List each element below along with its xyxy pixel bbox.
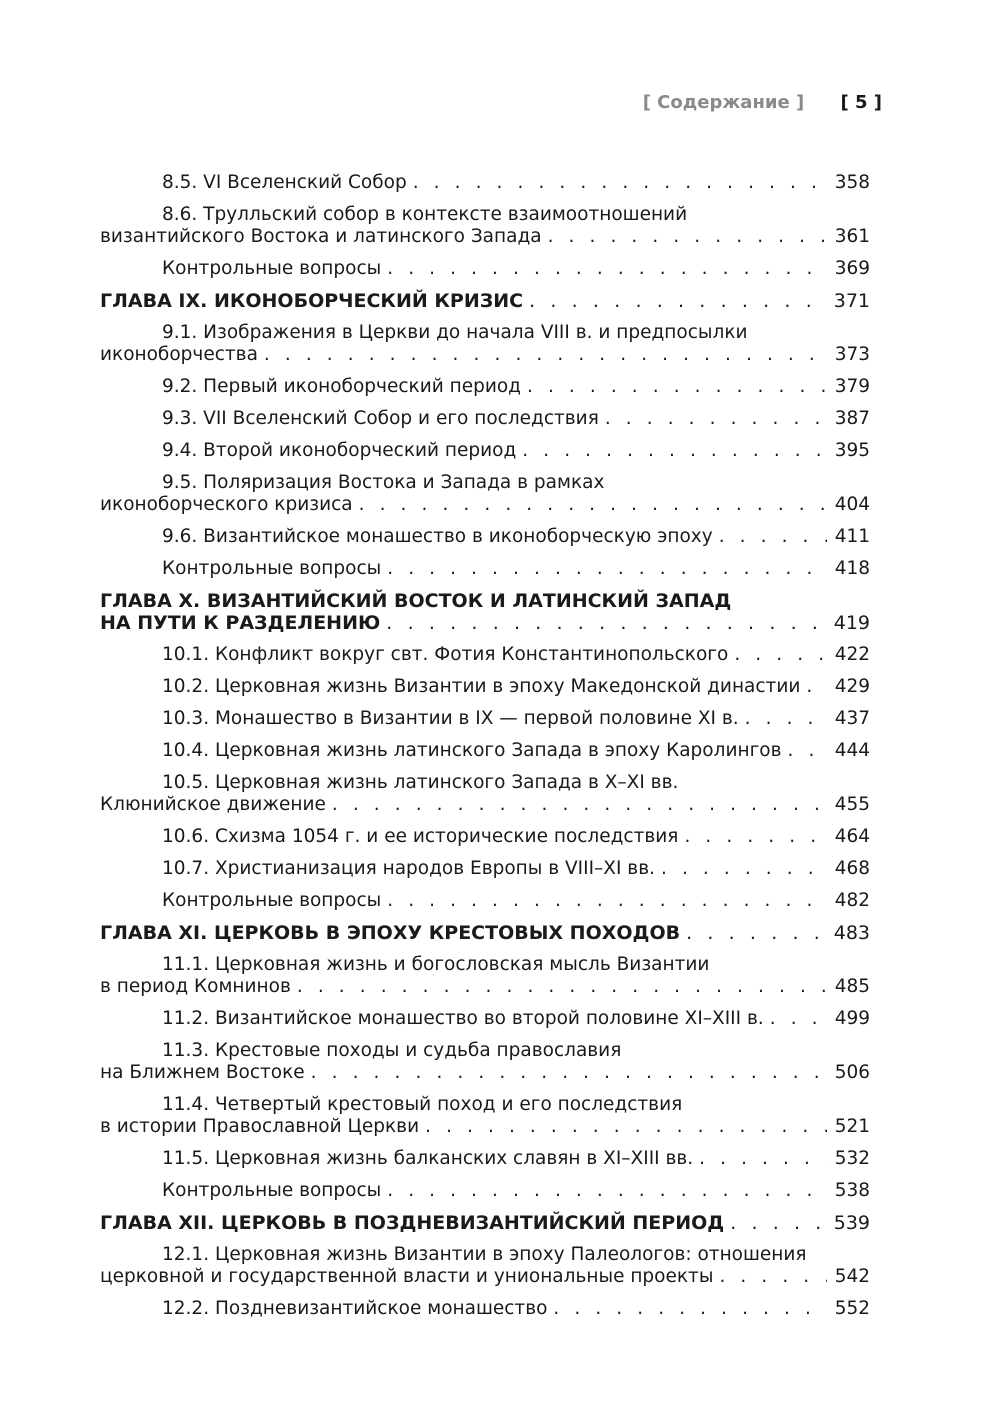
toc-entry-title-line: ГЛАВА IX. ИКОНОБОРЧЕСКИЙ КРИЗИС (100, 290, 524, 312)
toc-section-entry (100, 1180, 870, 1202)
dot-leader (734, 644, 826, 666)
toc-page-number: 373 (834, 344, 870, 365)
toc-entry-line (100, 290, 870, 312)
toc-page-number: 499 (834, 1008, 870, 1029)
toc-entry-line (100, 1062, 870, 1084)
toc-page-number: 379 (834, 376, 870, 397)
toc-page-number: 422 (834, 644, 870, 665)
toc-entry-line (100, 1008, 870, 1030)
dot-leader (387, 258, 826, 280)
toc-section-entry (100, 558, 870, 580)
dot-leader (359, 494, 827, 516)
toc-entry-line (100, 1212, 870, 1234)
toc-chapter-entry (100, 590, 870, 634)
toc-entry-line (100, 794, 870, 816)
toc-entry-line (100, 676, 870, 698)
toc-entry-title-line: 11.2. Византийское монашество во второй половине XI–XIII в. (162, 1008, 764, 1029)
toc-section-entry (100, 644, 870, 666)
toc-page-number: 542 (834, 1266, 870, 1287)
toc-section-entry (100, 954, 870, 998)
toc-entry-title-line: 9.2. Первый иконоборческий период (162, 376, 521, 397)
toc-page-number: 395 (834, 440, 870, 461)
toc-section-entry (100, 322, 870, 366)
toc-entry-title-line: 8.6. Трулльский собор в контексте взаимоотношений (162, 204, 688, 225)
dot-leader (699, 1148, 827, 1170)
dot-leader (332, 794, 827, 816)
toc-page-number: 418 (834, 558, 870, 579)
toc-page-number: 552 (834, 1298, 870, 1319)
toc-entry-title-line: 10.3. Монашество в Византии в IX — первой половине XI в. (162, 708, 739, 729)
toc-page-number: 361 (834, 226, 870, 247)
toc-section-entry (100, 172, 870, 194)
toc-entry-title-line: 11.4. Четвертый крестовый поход и его последствия (162, 1094, 683, 1115)
toc-entry-title-line: 12.2. Поздневизантийское монашество (162, 1298, 548, 1319)
toc-entry-title-line: 9.6. Византийское монашество в иконоборческую эпоху (162, 526, 713, 547)
dot-leader (719, 526, 827, 548)
toc-section-entry (100, 858, 870, 880)
toc-entry-line (100, 558, 870, 580)
toc-entry-title-line: 10.4. Церковная жизнь латинского Запада в эпоху Каролингов (162, 740, 782, 761)
toc-section-entry (100, 708, 870, 730)
toc-entry-title-line: 9.1. Изображения в Церкви до начала VIII в. и предпосылки (162, 322, 748, 343)
toc-page-number: 437 (834, 708, 870, 729)
toc-entry-title-line: Контрольные вопросы (162, 1180, 382, 1201)
toc-section-entry (100, 258, 870, 280)
toc-entry-title-line: 9.4. Второй иконоборческий период (162, 440, 517, 461)
toc-section-entry (100, 740, 870, 762)
toc-entry-title-line: церковной и государственной власти и униональные проекты (100, 1266, 714, 1287)
toc-entry-title-line: ГЛАВА X. ВИЗАНТИЙСКИЙ ВОСТОК И ЛАТИНСКИЙ ЗАПАД (100, 590, 732, 612)
toc-page-number: 411 (834, 526, 870, 547)
dot-leader (527, 376, 827, 398)
toc-section-entry (100, 1008, 870, 1030)
dot-leader (264, 344, 827, 366)
toc-section-entry (100, 440, 870, 462)
toc-page-number: 521 (834, 1116, 870, 1137)
toc-page-number: 419 (833, 612, 870, 634)
dot-leader (386, 612, 825, 634)
toc-entry-title-line: в период Комнинов (100, 976, 291, 997)
dot-leader (684, 826, 826, 848)
toc-section-entry (100, 826, 870, 848)
dot-leader (605, 408, 827, 430)
toc-page-number: 485 (834, 976, 870, 997)
toc-section-entry (100, 772, 870, 816)
toc-page-number: 371 (833, 290, 870, 312)
toc-entry-title-line: византийского Востока и латинского Запада (100, 226, 542, 247)
dot-leader (661, 858, 827, 880)
dot-leader (719, 1266, 826, 1288)
toc-entry-title-line: ГЛАВА XII. ЦЕРКОВЬ В ПОЗДНЕВИЗАНТИЙСКИЙ ПЕРИОД (100, 1212, 725, 1234)
toc-section-entry (100, 408, 870, 430)
toc-section-entry (100, 1040, 870, 1084)
toc-chapter-entry (100, 922, 870, 944)
toc-page-number: 444 (834, 740, 870, 761)
toc-entry-line (100, 1148, 870, 1170)
toc-entry-line (100, 494, 870, 516)
toc-page-number: 539 (833, 1212, 870, 1234)
toc-page-number: 369 (834, 258, 870, 279)
dot-leader (806, 676, 826, 698)
toc-entry-title-line: 10.6. Схизма 1054 г. и ее исторические последствия (162, 826, 679, 847)
toc-entry-title-line: Клюнийское движение (100, 794, 326, 815)
toc-chapter-entry (100, 290, 870, 312)
toc-page-number: 429 (834, 676, 870, 697)
toc-section-entry (100, 204, 870, 248)
toc-chapter-entry (100, 1212, 870, 1234)
toc-page-number: 358 (834, 172, 870, 193)
toc-page-number: 483 (833, 922, 870, 944)
running-header-section: [ Содержание ] (642, 92, 805, 113)
toc-entry-line (100, 408, 870, 430)
toc-entry-line (100, 740, 870, 762)
toc-entry-line (100, 1116, 870, 1138)
toc-entry-line (100, 1180, 870, 1202)
toc-page-number: 455 (834, 794, 870, 815)
toc-entry-line (100, 708, 870, 730)
toc-entry-title-line: 10.2. Церковная жизнь Византии в эпоху Македонской династии (162, 676, 801, 697)
toc-entry-title-line: Контрольные вопросы (162, 890, 382, 911)
toc-section-entry (100, 1148, 870, 1170)
toc-page-number: 532 (834, 1148, 870, 1169)
toc-entry-title-line: 11.5. Церковная жизнь балканских славян в XI–XIII вв. (162, 1148, 694, 1169)
toc-entry-line (100, 344, 870, 366)
toc-entry-title-line: 12.1. Церковная жизнь Византии в эпоху Палеологов: отношения (162, 1244, 807, 1265)
dot-leader (730, 1212, 826, 1234)
toc-entry-line (100, 890, 870, 912)
dot-leader (522, 440, 826, 462)
toc-entry-title-line: Контрольные вопросы (162, 558, 382, 579)
dot-leader (387, 1180, 826, 1202)
toc-entry-title-line: 11.1. Церковная жизнь и богословская мысль Византии (162, 954, 710, 975)
dot-leader (548, 226, 827, 248)
toc-entry-title-line: Контрольные вопросы (162, 258, 382, 279)
toc-entry-title-line: на Ближнем Востоке (100, 1062, 305, 1083)
toc-entry-title-line: 10.1. Конфликт вокруг свт. Фотия Константинопольского (162, 644, 729, 665)
toc-entry-title-line: НА ПУТИ К РАЗДЕЛЕНИЮ (100, 612, 381, 634)
toc-entry-title-line: в истории Православной Церкви (100, 1116, 420, 1137)
toc-section-entry (100, 1298, 870, 1320)
toc-page-number: 464 (834, 826, 870, 847)
toc-section-entry (100, 376, 870, 398)
toc-page-number: 538 (834, 1180, 870, 1201)
toc-entry-line (100, 612, 870, 634)
toc-page-number: 506 (834, 1062, 870, 1083)
dot-leader (788, 740, 827, 762)
toc-entry-line (100, 376, 870, 398)
toc-section-entry (100, 1094, 870, 1138)
dot-leader (553, 1298, 826, 1320)
page-number-header: [ 5 ] (840, 92, 882, 113)
toc-section-entry (100, 676, 870, 698)
toc-section-entry (100, 472, 870, 516)
dot-leader (413, 172, 827, 194)
dot-leader (311, 1062, 827, 1084)
toc-entry-line (100, 172, 870, 194)
toc-entry-line (100, 1298, 870, 1320)
dot-leader (297, 976, 827, 998)
toc-page-number: 468 (834, 858, 870, 879)
toc-page-number: 387 (834, 408, 870, 429)
toc-entry-line (100, 976, 870, 998)
toc-page-number: 482 (834, 890, 870, 911)
toc-entry-line (100, 922, 870, 944)
toc-entry-title-line: 9.3. VII Вселенский Собор и его последствия (162, 408, 599, 429)
toc-entry-title-line: 9.5. Поляризация Востока и Запада в рамках (162, 472, 605, 493)
toc-entry-title-line: иконоборчества (100, 344, 258, 365)
toc-section-entry (100, 890, 870, 912)
toc-entry-line (100, 258, 870, 280)
toc-entry-line (100, 644, 870, 666)
dot-leader (387, 558, 826, 580)
dot-leader (770, 1008, 827, 1030)
toc-section-entry (100, 1244, 870, 1288)
dot-leader (387, 890, 826, 912)
toc-entry-line (100, 826, 870, 848)
toc-entry-line (100, 440, 870, 462)
toc-entry-line (100, 1266, 870, 1288)
toc-entry-title-line: ГЛАВА XI. ЦЕРКОВЬ В ЭПОХУ КРЕСТОВЫХ ПОХОДОВ (100, 922, 681, 944)
dot-leader (529, 290, 826, 312)
toc-page-number: 404 (834, 494, 870, 515)
running-header (643, 92, 882, 113)
toc-entry-title-line: иконоборческого кризиса (100, 494, 353, 515)
toc-entry-line (100, 858, 870, 880)
toc-entry-title-line: 11.3. Крестовые походы и судьба православия (162, 1040, 622, 1061)
table-of-contents (100, 172, 870, 1330)
dot-leader (745, 708, 827, 730)
toc-entry-line (100, 226, 870, 248)
dot-leader (425, 1116, 827, 1138)
toc-entry-title-line: 10.7. Христианизация народов Европы в VIII–XI вв. (162, 858, 655, 879)
dot-leader (686, 922, 826, 944)
toc-entry-title-line: 10.5. Церковная жизнь латинского Запада в X–XI вв. (162, 772, 679, 793)
toc-entry-line (100, 526, 870, 548)
toc-section-entry (100, 526, 870, 548)
toc-entry-title-line: 8.5. VI Вселенский Собор (162, 172, 407, 193)
